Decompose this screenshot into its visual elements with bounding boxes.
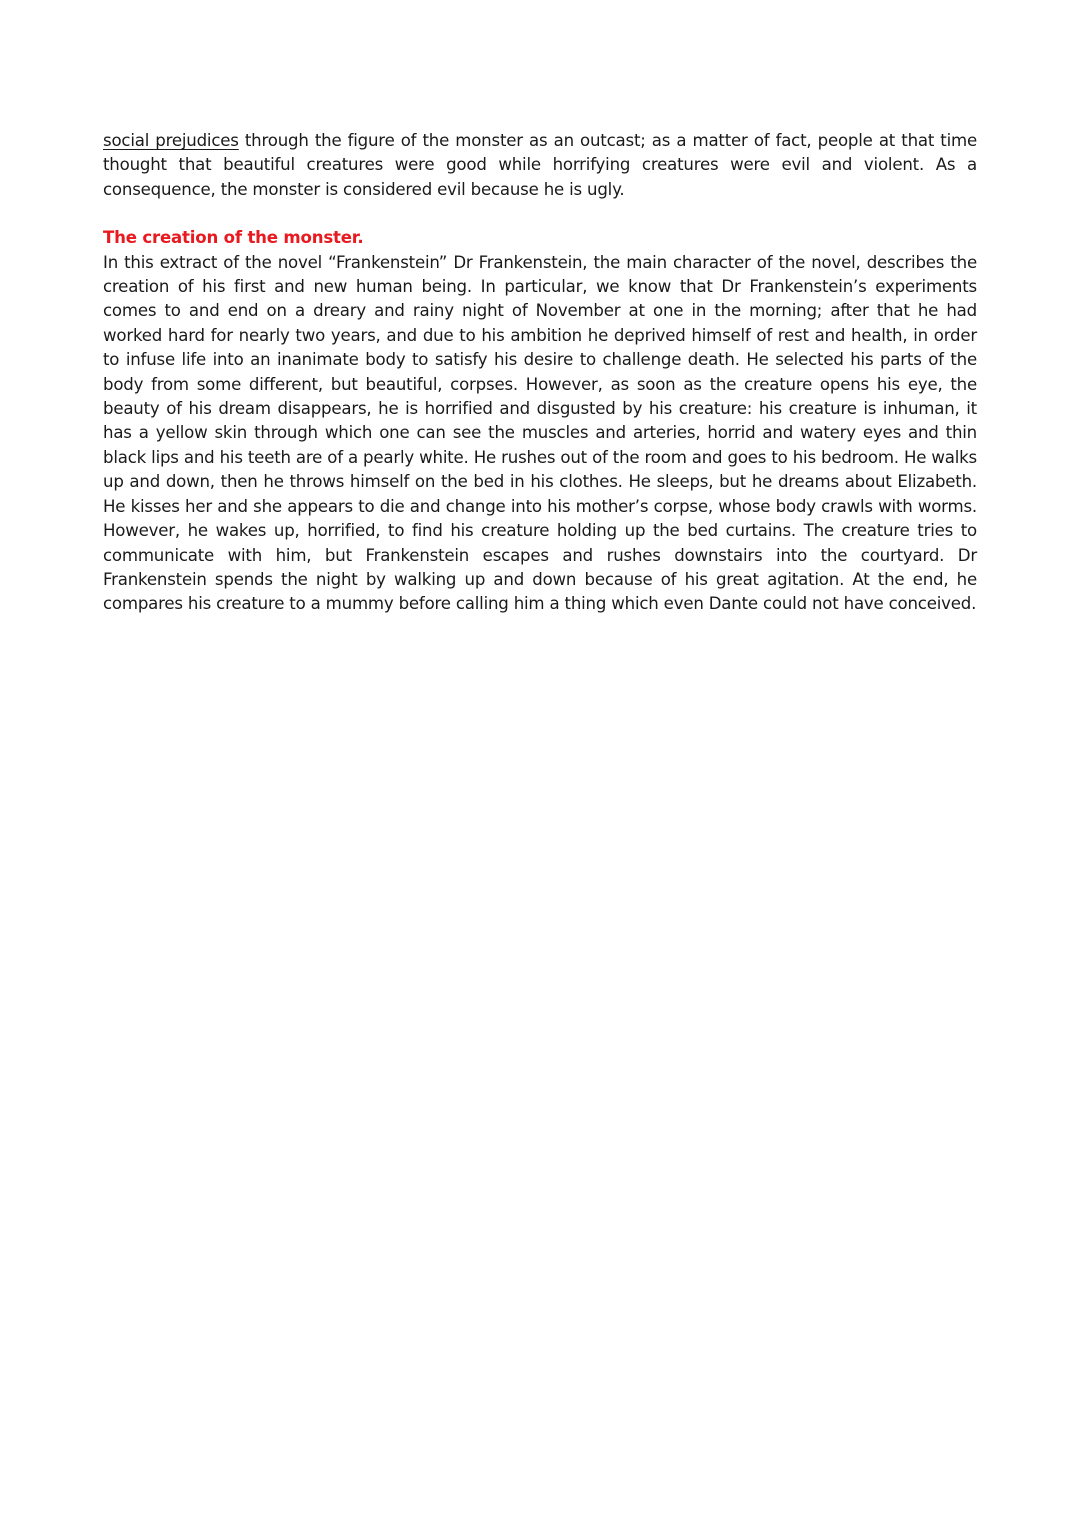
section-body: In this extract of the novel “Frankenstein” Dr Frankenstein, the main character of the novel, describes the creation of his first and new human being. In particular, we know that Dr Frankenstein’s experiments comes to and end on a dreary and rainy night of November at one in the morning; after that he had worked hard for nearly two years, and due to his ambition he deprived himself of rest and health, in order to infuse life into an inanimate body to satisfy his desire to challenge death. He selected his parts of the body from some different, but beautiful, corpses. However, as soon as the creature opens his eye, the beauty of his dream disappears, he is horrified and disgusted by his creature: his creature is inhuman, it has a yellow skin through which one can see the muscles and arteries, horrid and watery eyes and thin black lips and his teeth are of a pearly white. He rushes out of the room and goes to his bedroom. He walks up and down, then he throws himself on the bed in his clothes. He sleeps, but he dreams about Elizabeth. He kisses her and she appears to die and change into his mother’s corpse, whose body crawls with worms. However, he wakes up, horrified, to find his creature holding up the bed curtains. The creature tries to communicate with him, but Frankenstein escapes and rushes downstairs into the courtyard. Dr Frankenstein spends the night by walking up and down because of his great agitation. At the end, he compares his creature to a mummy before calling him a thing which even Dante could not have conceived. [103, 252, 977, 614]
underlined-phrase: social prejudices [103, 131, 239, 150]
document-page [103, 129, 977, 617]
intro-paragraph [103, 129, 977, 202]
intro-text: through the figure of the monster as an outcast; as a matter of fact, people at that time thought that beautiful creatures were good while horrifying creatures were evil and violent. As a consequence, the monster is considered evil because he is ugly. [103, 131, 977, 199]
section-heading: The creation of the monster. [103, 228, 364, 248]
